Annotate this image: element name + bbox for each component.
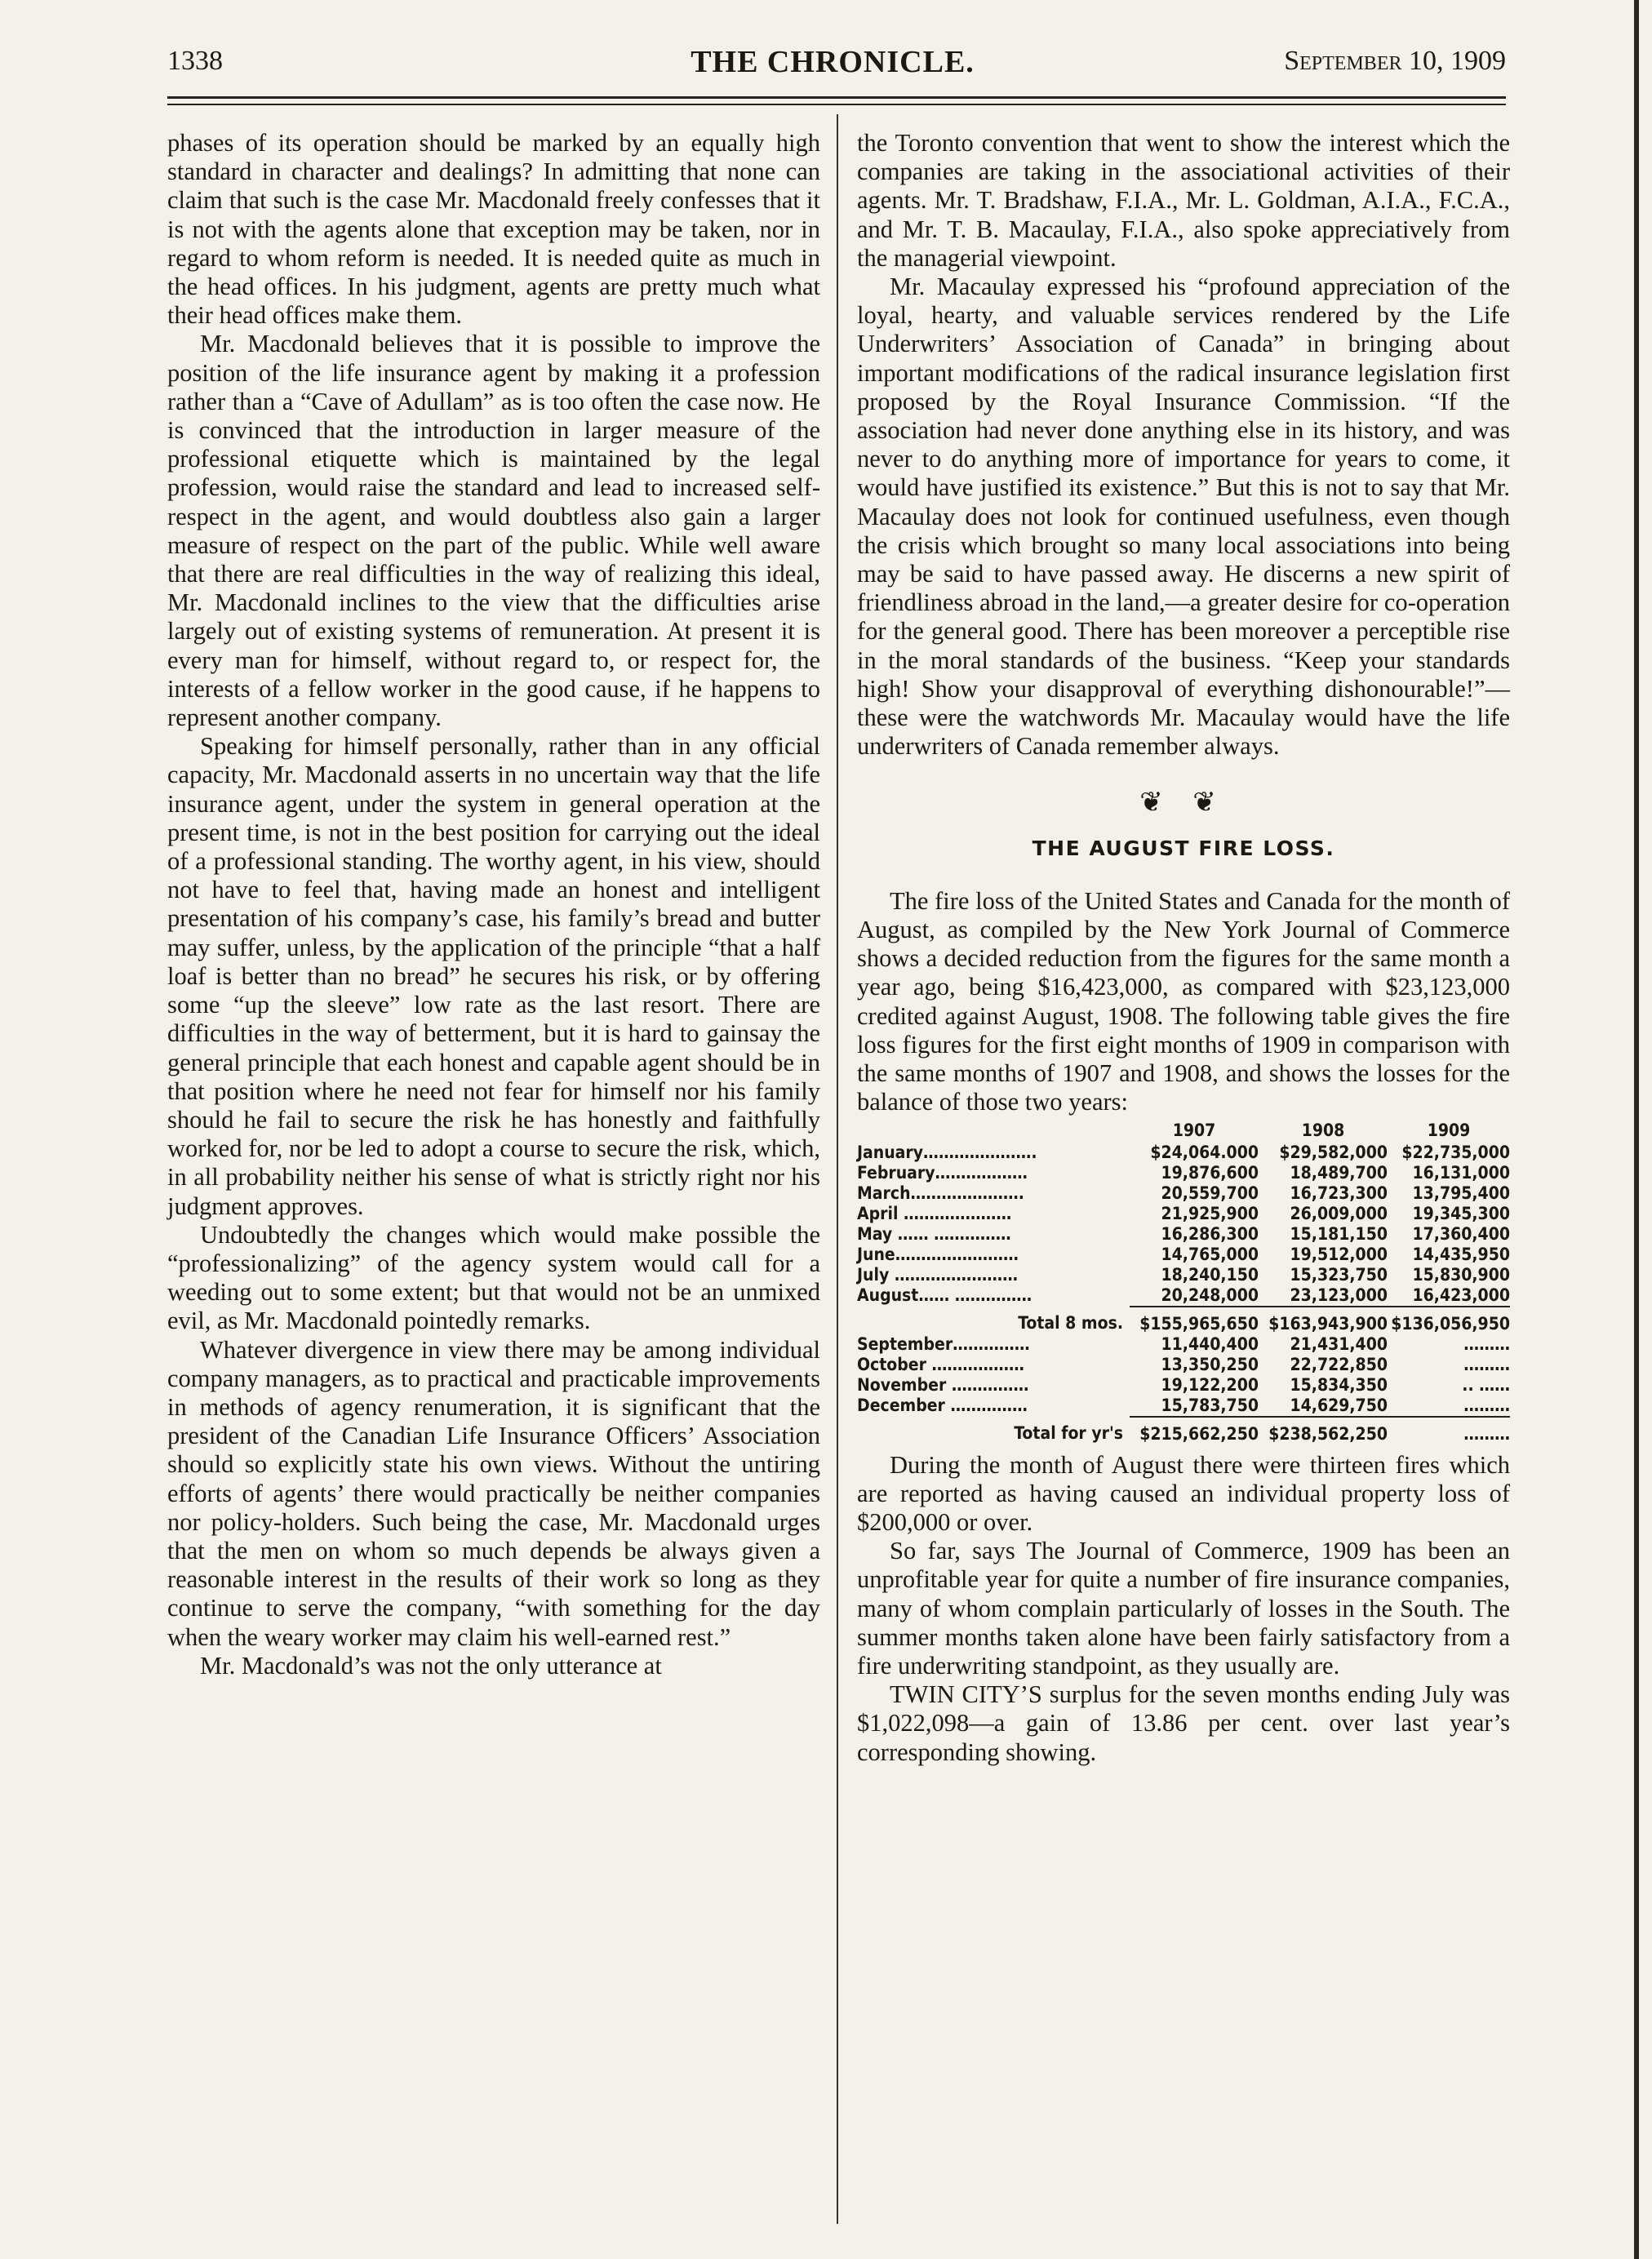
value-1908: 18,489,700 bbox=[1290, 1162, 1388, 1183]
total-label: Total for yr's bbox=[1014, 1423, 1123, 1443]
month-label: September…………… bbox=[857, 1334, 1030, 1354]
paragraph: TWIN CITY’S surplus for the seven months ending July was $1,022,098—a gain of 13.86 per cent. over last year’s corresponding showing. bbox=[857, 1680, 1510, 1766]
section-title: THE AUGUST FIRE LOSS. bbox=[1032, 836, 1335, 860]
value-1907: 19,876,600 bbox=[1161, 1162, 1259, 1183]
month-label: April ………………… bbox=[857, 1203, 1012, 1223]
total-1908: $238,562,250 bbox=[1259, 1417, 1388, 1445]
year-header: 1907 bbox=[1172, 1120, 1216, 1140]
page-number: 1338 bbox=[167, 46, 223, 76]
value-1909: ……… bbox=[1463, 1354, 1510, 1374]
value-1908: $29,582,000 bbox=[1279, 1142, 1388, 1162]
section-ornament: ❦ ❦ bbox=[1139, 788, 1228, 819]
value-1909: ……… bbox=[1463, 1395, 1510, 1415]
value-1909: 16,423,000 bbox=[1412, 1285, 1510, 1305]
table-row bbox=[857, 1355, 1510, 1375]
total-label: Total 8 mos. bbox=[1018, 1313, 1123, 1333]
fire-loss-table bbox=[857, 1121, 1510, 1445]
month-label: October ……………… bbox=[857, 1354, 1024, 1374]
value-1908: 15,323,750 bbox=[1290, 1264, 1388, 1285]
table-row bbox=[857, 1334, 1510, 1355]
paragraph: Mr. Macaulay expressed his “profound appreciation of the loyal, hearty, and valuable services rendered by the Life Underwriters’ Association of Canada” in bringing about important modifications of the radical insurance legislation first proposed by the Royal Insurance Commission. “If the association had never done anything else in its history, and was never to do anything more of importance for years to come, it would have justified its existence.” But this is not to say that Mr. Macaulay does not look for continued usefulness, even though the crisis which brought so many local associations into being may be said to have passed away. He discerns a new spirit of friendliness abroad in the land,—a greater desire for co-operation for the general good. There has been moreover a perceptible rise in the moral standards of the business. “Keep your standards high! Show your disapproval of everything dishonourable!”—these were the watchwords Mr. Macaulay would have the life underwriters of Canada remember always. bbox=[857, 273, 1510, 761]
issue-date: September 10, 1909 bbox=[1284, 46, 1506, 76]
value-1907: 15,783,750 bbox=[1161, 1395, 1259, 1415]
value-1908: 26,009,000 bbox=[1290, 1203, 1388, 1223]
paragraph: So far, says The Journal of Commerce, 1909 has been an unprofitable year for quite a number of fire insurance companies, many of whom complain particularly of losses in the South. The summer months taken alone have been fairly satisfactory from a fire underwriting standpoint, as they usually are. bbox=[857, 1537, 1510, 1680]
value-1907: 19,122,200 bbox=[1161, 1374, 1259, 1395]
paragraph: During the month of August there were thirteen fires which are reported as having caused an individual property loss of $200,000 or over. bbox=[857, 1450, 1510, 1536]
month-label: February……………… bbox=[857, 1162, 1028, 1183]
paragraph: phases of its operation should be marked by an equally high standard in character and dealings? In admitting that none can claim that such is the case Mr. Macdonald freely confesses that it is not with the agents alone that exception may be taken, nor in regard to whom reform is needed. It is needed quite as much in the head offices. In his judgment, agents are pretty much what their head offices make them. bbox=[167, 129, 820, 330]
table-row bbox=[857, 1183, 1510, 1204]
month-label: January…………………. bbox=[857, 1142, 1037, 1162]
value-1907: $24,064.000 bbox=[1150, 1142, 1259, 1162]
value-1908: 22,722,850 bbox=[1290, 1354, 1388, 1374]
value-1909: $22,735,000 bbox=[1401, 1142, 1510, 1162]
value-1908: 15,181,150 bbox=[1290, 1223, 1388, 1244]
year-header: 1908 bbox=[1301, 1120, 1345, 1140]
paragraph: Mr. Macdonald believes that it is possible to improve the position of the life insurance agent by making it a profession rather than a “Cave of Adullam” as is too often the case now. He is convinced that the introduction in larger measure of the professional etiquette which is maintained by the legal profession, would raise the standard and lead to increased self-respect in the agent, and would doubtless also gain a larger measure of respect on the part of the public. While well aware that there are real difficulties in the way of realizing this ideal, Mr. Macdonald inclines to the view that the difficulties arise largely out of existing systems of remuneration. At present it is every man for himself, without regard to, or respect for, the interests of a fellow worker in the good cause, if he happens to represent another company. bbox=[167, 330, 820, 732]
value-1909: ……… bbox=[1463, 1334, 1510, 1354]
value-1908: 14,629,750 bbox=[1290, 1395, 1388, 1415]
value-1907: 20,248,000 bbox=[1161, 1285, 1259, 1305]
publication-title: THE CHRONICLE. bbox=[691, 45, 975, 79]
month-label: May …… …………… bbox=[857, 1223, 1011, 1244]
page-binding-edge bbox=[1634, 0, 1639, 2259]
table-row bbox=[857, 1396, 1510, 1417]
value-1909: 17,360,400 bbox=[1412, 1223, 1510, 1244]
value-1907: 13,350,250 bbox=[1161, 1354, 1259, 1374]
month-label: July …………………… bbox=[857, 1264, 1019, 1285]
left-column bbox=[167, 129, 820, 1680]
table-row bbox=[857, 1204, 1510, 1224]
value-1909: 19,345,300 bbox=[1412, 1203, 1510, 1223]
value-1907: 20,559,700 bbox=[1161, 1183, 1259, 1203]
value-1907: 21,925,900 bbox=[1161, 1203, 1259, 1223]
month-label: August…… …………… bbox=[857, 1285, 1032, 1305]
paragraph: the Toronto convention that went to show the interest which the companies are taking in the associational activities of their agents. Mr. T. Bradshaw, F.I.A., Mr. L. Goldman, A.I.A., F.C.A., and Mr. T. B. Macaulay, F.I.A., also spoke appreciatively from the managerial viewpoint. bbox=[857, 129, 1510, 272]
value-1908: 16,723,300 bbox=[1290, 1183, 1388, 1203]
header-rule-thick bbox=[167, 96, 1506, 99]
value-1909: 13,795,400 bbox=[1412, 1183, 1510, 1203]
total-1908: $163,943,900 bbox=[1259, 1307, 1388, 1334]
value-1907: 18,240,150 bbox=[1161, 1264, 1259, 1285]
value-1908: 21,431,400 bbox=[1290, 1334, 1388, 1354]
table-row bbox=[857, 1143, 1510, 1163]
right-column bbox=[857, 129, 1510, 1767]
paragraph: Whatever divergence in view there may be among individual company managers, as to practical and practicable improvements in methods of agency renumeration, it is significant that the president of the Canadian Life Insurance Officers’ Association should so explicitly state his own views. Without the untiring efforts of agents’ there would practically be neither companies nor policy-holders. Such being the case, Mr. Macdonald urges that the men on whom so much depends be always given a reasonable interest in the results of their work so long as they continue to serve the company, “with something for the day when the weary worker may claim his well-earned rest.” bbox=[167, 1335, 820, 1651]
value-1909: .. …… bbox=[1462, 1374, 1510, 1395]
total-1909: ……… bbox=[1388, 1417, 1510, 1445]
month-label: March…………………. bbox=[857, 1183, 1024, 1203]
column-divider bbox=[837, 114, 838, 2224]
table-row bbox=[857, 1375, 1510, 1396]
value-1908: 19,512,000 bbox=[1290, 1244, 1388, 1264]
table-row bbox=[857, 1265, 1510, 1285]
value-1909: 16,131,000 bbox=[1412, 1162, 1510, 1183]
table-header-row bbox=[857, 1121, 1510, 1143]
value-1908: 23,123,000 bbox=[1290, 1285, 1388, 1305]
value-1907: 16,286,300 bbox=[1161, 1223, 1259, 1244]
total-8-months-row bbox=[857, 1307, 1510, 1334]
paragraph: Undoubtedly the changes which would make possible the “professionalizing” of the agency system would call for a weeding out to some extent; but that would not be an unmixed evil, as Mr. Macdonald pointedly remarks. bbox=[167, 1220, 820, 1335]
value-1907: 14,765,000 bbox=[1161, 1244, 1259, 1264]
value-1908: 15,834,350 bbox=[1290, 1374, 1388, 1395]
paragraph: Mr. Macdonald’s was not the only utterance at bbox=[200, 1651, 662, 1680]
table-row bbox=[857, 1163, 1510, 1183]
page-header bbox=[159, 46, 1506, 95]
month-label: December …………… bbox=[857, 1396, 1028, 1415]
table-row bbox=[857, 1245, 1510, 1265]
month-label: November …………… bbox=[857, 1374, 1029, 1395]
total-year-row bbox=[857, 1417, 1510, 1445]
total-1909: $136,056,950 bbox=[1388, 1307, 1510, 1334]
value-1907: 11,440,400 bbox=[1161, 1334, 1259, 1354]
table-row bbox=[857, 1224, 1510, 1245]
header-rule-thin bbox=[167, 104, 1506, 105]
table-row bbox=[857, 1285, 1510, 1307]
total-1907: $155,965,650 bbox=[1130, 1307, 1259, 1334]
paragraph: Speaking for himself personally, rather than in any official capacity, Mr. Macdonald asserts in no uncertain way that the life insurance agent, under the system in general operation at the present time, is not in the best position for carrying out the ideal of a professional standing. The worthy agent, in his view, should not have to feel that, having made an honest and intelligent presentation of his company’s case, his family’s bread and butter may suffer, unless, by the application of the principle “that a half loaf is better than no bread” he secures his risk, or by offering some “up the sleeve” low rate as the last resort. There are difficulties in the way of betterment, but it is hard to gainsay the general principle that each honest and capable agent should be in that position where he need not fear for himself nor his family should he fail to secure the risk he has honestly and faithfully worked for, nor be led to adopt a course to secure the risk, which, in all probability neither his sense of what is strictly right nor his judgment approves. bbox=[167, 732, 820, 1220]
year-header: 1909 bbox=[1427, 1120, 1471, 1140]
total-1907: $215,662,250 bbox=[1130, 1417, 1259, 1445]
value-1909: 14,435,950 bbox=[1412, 1244, 1510, 1264]
month-label: June…………………… bbox=[857, 1244, 1019, 1264]
paragraph: The fire loss of the United States and Canada for the month of August, as compiled by the New York Journal of Commerce shows a decided reduction from the figures for the same month a year ago, being $16,423,000, as compared with $23,123,000 credited against August, 1908. The following table gives the fire loss figures for the first eight months of 1909 in comparison with the same months of 1907 and 1908, and shows the losses for the balance of those two years: bbox=[857, 886, 1510, 1116]
value-1909: 15,830,900 bbox=[1412, 1264, 1510, 1285]
